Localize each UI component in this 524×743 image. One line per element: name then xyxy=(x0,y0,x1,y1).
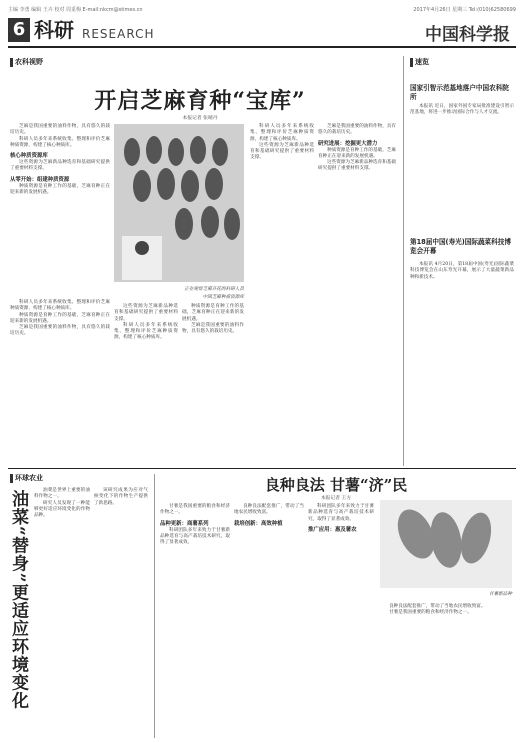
main-excerpt-13: 这些资源为芝麻新品种选育和基础研究提供了重要材料支撑。 xyxy=(250,142,314,161)
bottom-left-column-label: 环球农业 xyxy=(10,474,43,483)
main-excerpt-12: 科研人员多年来系统收集、整理和评价芝麻种质资源，构建了核心种质库。 xyxy=(250,124,314,142)
sidebar-news-title-1: 国家引智示范基地落户中国农科院所 xyxy=(410,84,509,101)
main-excerpt-15: 种质资源是育种工作的基础，芝麻育种正在迎来新的发展机遇。 xyxy=(318,147,396,159)
bottom-left-excerpt-2: 研究人员发现了一种能够更好适应环境变化的作物品种。 xyxy=(34,500,90,519)
main-excerpt-6: 种质资源是育种工作的基础，芝麻育种正在迎来新的发展机遇。 xyxy=(10,312,110,324)
main-excerpt-14: 芝麻是我国重要的油料作物，具有悠久的栽培历史。 xyxy=(318,124,396,136)
main-subhead-1: 核心种质资源库 xyxy=(10,153,48,160)
section-divider xyxy=(8,468,516,469)
bottom-left-col-1 xyxy=(34,488,90,519)
bottom-left-excerpt-1: 油菜是世界上重要的油料作物之一。 xyxy=(34,488,90,500)
main-col-1-lower xyxy=(10,300,110,338)
header-left-info: 主编 李勇 编辑 王卉 校对 周觅梅 E-mail:nkcm@stimes.cn xyxy=(8,7,143,13)
bottom-left-col-2 xyxy=(94,488,148,507)
main-excerpt-11: 芝麻是我国重要的油料作物，具有悠久的栽培历史。 xyxy=(182,322,244,335)
seed-jars-photo xyxy=(114,124,244,282)
main-subhead-3: 研究进展：挖掘更大潜力 xyxy=(318,140,378,147)
bottom-subhead-2: 栽培创新：高效种植 xyxy=(234,520,283,527)
bottom-byline: 本报记者 王方 xyxy=(320,496,352,501)
main-excerpt-10: 种质资源是育种工作的基础，芝麻育种正在迎来新的发展机遇。 xyxy=(182,304,244,322)
section-title-en: RESEARCH xyxy=(82,27,155,41)
bottom-left-excerpt-3: 该研究成果为应对气候变化下的作物生产提供了新思路。 xyxy=(94,488,148,506)
main-excerpt-1: 芝麻是我国重要的油料作物，具有悠久的栽培历史。 xyxy=(10,124,110,136)
main-excerpt-7: 芝麻是我国重要的油料作物，具有悠久的栽培历史。 xyxy=(10,325,110,337)
bottom-subhead-3: 推广应用：惠及薯农 xyxy=(308,526,357,533)
main-excerpt-3: 这些资源为芝麻新品种选育和基础研究提供了重要材料支撑。 xyxy=(10,160,110,172)
sidebar-excerpt-1: 本报讯 近日，国家外国专家局批准建设引智示范基地，将进一步推动国际合作与人才交流。 xyxy=(410,104,514,116)
photo-caption-1: 正在观察芝麻开花的科研人员 xyxy=(184,287,244,292)
sidebar-column-label: 速览 xyxy=(410,58,429,67)
main-col-3 xyxy=(182,304,244,335)
seed-jars-illustration xyxy=(114,124,244,282)
main-excerpt-4: 种质资源是育种工作的基础，芝麻育种正在迎来新的发展机遇。 xyxy=(10,183,110,196)
bottom-col-3 xyxy=(308,504,374,534)
sidebar-news-body-1 xyxy=(410,104,514,117)
photo-caption-2: 中国芝麻种质资源库 xyxy=(202,295,244,300)
header-info-bar xyxy=(8,4,516,16)
main-byline: 本报记者 张晴丹 xyxy=(182,116,218,121)
main-headline: 开启芝麻育种“宝库” xyxy=(94,88,306,114)
sidebar-excerpt-2: 本报讯 4月20日，第18届中国(寿光)国际蔬菜科技博览会在山东寿光开幕，展示了大量蔬菜新品种和新技术。 xyxy=(410,262,514,280)
main-subhead-2: 从零开始：组建种质资源 xyxy=(10,176,70,183)
main-excerpt-16: 这些资源为芝麻新品种选育和基础研究提供了重要材料支撑。 xyxy=(318,160,396,172)
main-excerpt-2: 科研人员多年来系统收集、整理和评价芝麻种质资源，构建了核心种质库。 xyxy=(10,136,110,148)
sidebar-news-title-2: 第18届中国(寿光)国际蔬菜科技博览会开幕 xyxy=(410,238,511,255)
header-right-info: 2017年4月26日 星期三 Tel:(010)62580699 xyxy=(413,7,516,13)
main-excerpt-9: 科研人员多年来系统收集、整理和评价芝麻种质资源，构建了核心种质库。 xyxy=(114,322,178,341)
newspaper-masthead: 中国科学报 xyxy=(425,25,510,45)
section-title-cn: 科研 xyxy=(34,18,74,42)
bottom-excerpt-1: 甘薯是我国重要的粮食和经济作物之一。 xyxy=(160,504,230,516)
bottom-col-2 xyxy=(234,504,304,528)
main-col-5 xyxy=(318,124,396,173)
sweet-potato-caption: 甘薯新品种 xyxy=(489,592,512,597)
main-col-2 xyxy=(114,304,178,342)
vertical-headline: 油菜“替身”更适应环境变化 xyxy=(8,490,28,710)
bottom-excerpt-5: 良种良法配套推广，带动了当地农民增收致富。 xyxy=(389,604,486,609)
sidebar-news-body-2 xyxy=(410,262,514,281)
sidebar-divider xyxy=(403,56,404,466)
bottom-subhead-1: 品种更新：商薯系列 xyxy=(160,520,209,527)
bottom-col-1 xyxy=(160,504,230,546)
main-excerpt-8: 这些资源为芝麻新品种选育和基础研究提供了重要材料支撑。 xyxy=(114,304,178,322)
main-col-1 xyxy=(10,124,110,196)
header-rule xyxy=(8,46,516,48)
bottom-divider xyxy=(154,474,155,738)
bottom-col-4 xyxy=(380,604,512,617)
sweet-potato-photo xyxy=(380,500,512,588)
main-col-4 xyxy=(250,124,314,162)
bottom-excerpt-3: 良种良法配套推广，带动了当地农民增收致富。 xyxy=(234,504,304,516)
bottom-excerpt-4: 科研团队多年来致力于甘薯新品种选育与高产栽培技术研究，取得了显著成效。 xyxy=(308,504,374,522)
bottom-excerpt-6: 甘薯是我国重要的粮食和经济作物之一。 xyxy=(389,610,472,616)
bottom-headline: 良种良法 甘薯“济”民 xyxy=(264,476,408,494)
main-excerpt-5: 科研人员多年来系统收集、整理和评价芝麻种质资源，构建了核心种质库。 xyxy=(10,300,110,312)
page-number: 6 xyxy=(8,18,30,42)
bottom-excerpt-2: 科研团队多年来致力于甘薯新品种选育与高产栽培技术研究，取得了显著成效。 xyxy=(160,527,230,546)
sweet-potato-illustration xyxy=(380,500,512,588)
main-column-label: 农科视野 xyxy=(10,58,43,67)
